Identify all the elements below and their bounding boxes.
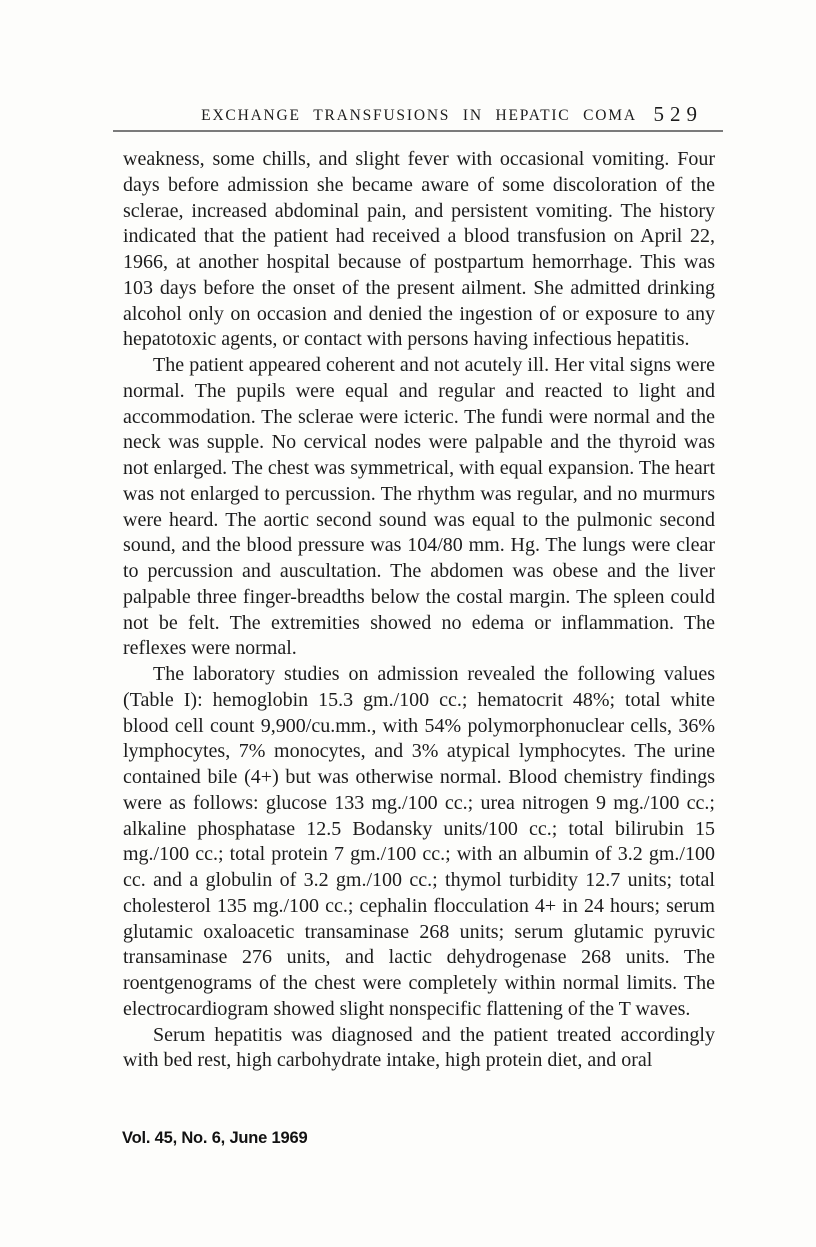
page-header	[123, 103, 715, 128]
body-paragraph: Serum hepatitis was diagnosed and the patient treated accordingly with bed rest, high carbohydrate intake, high protein diet, and oral	[123, 1023, 715, 1072]
volume-footer: Vol. 45, No. 6, June 1969	[122, 1129, 308, 1147]
article-body	[123, 147, 715, 1074]
body-paragraph: The patient appeared coherent and not acutely ill. Her vital signs were normal. The pupils were equal and regular and reacted to light and accommodation. The sclerae were icteric. The fundi were normal and the neck was supple. No cervical nodes were palpable and the thyroid was not enlarged. The chest was symmetrical, with equal expansion. The heart was not enlarged to percussion. The rhythm was regular, and no murmurs were heard. The aortic second sound was equal to the pulmonic second sound, and the blood pressure was 104/80 mm. Hg. The lungs were clear to percussion and auscultation. The abdomen was obese and the liver palpable three finger-breadths below the costal margin. The spleen could not be felt. The extremities showed no edema or inflammation. The reflexes were normal.	[123, 354, 715, 660]
body-paragraph: The laboratory studies on admission revealed the following values (Table I): hemoglobin 15.3 gm./100 cc.; hematocrit 48%; total white blood cell count 9,900/cu.mm., with 54% polymorphonuclear cells, 36% lymphocytes, 7% monocytes, and 3% atypical lymphocytes. The urine contained bile (4+) but was otherwise normal. Blood chemistry findings were as follows: glucose 133 mg./100 cc.; urea nitrogen 9 mg./100 cc.; alkaline phosphatase 12.5 Bodansky units/100 cc.; total bilirubin 15 mg./100 cc.; total protein 7 gm./100 cc.; with an albumin of 3.2 gm./100 cc. and a globulin of 3.2 gm./100 cc.; thymol turbidity 12.7 units; total cholesterol 135 mg./100 cc.; cephalin flocculation 4+ in 24 hours; serum glutamic oxaloacetic transaminase 268 units; serum glutamic pyruvic transaminase 276 units, and lactic dehydrogenase 268 units. The roentgenograms of the chest were completely within normal limits. The electrocardiogram showed slight nonspecific flattening of the T waves.	[123, 663, 715, 1020]
header-rule	[113, 130, 723, 132]
body-paragraph: weakness, some chills, and slight fever with occasional vomiting. Four days before admission she became aware of some discoloration of the sclerae, increased abdominal pain, and persistent vomiting. The history indicated that the patient had received a blood transfusion on April 22, 1966, at another hospital because of postpartum hemorrhage. This was 103 days before the onset of the present ailment. She admitted drinking alcohol only on occasion and denied the ingestion of or exposure to any hepatotoxic agents, or contact with persons having infectious hepatitis.	[123, 148, 715, 351]
page-number: 529	[653, 102, 703, 126]
running-title: EXCHANGE TRANSFUSIONS IN HEPATIC COMA	[201, 107, 637, 124]
